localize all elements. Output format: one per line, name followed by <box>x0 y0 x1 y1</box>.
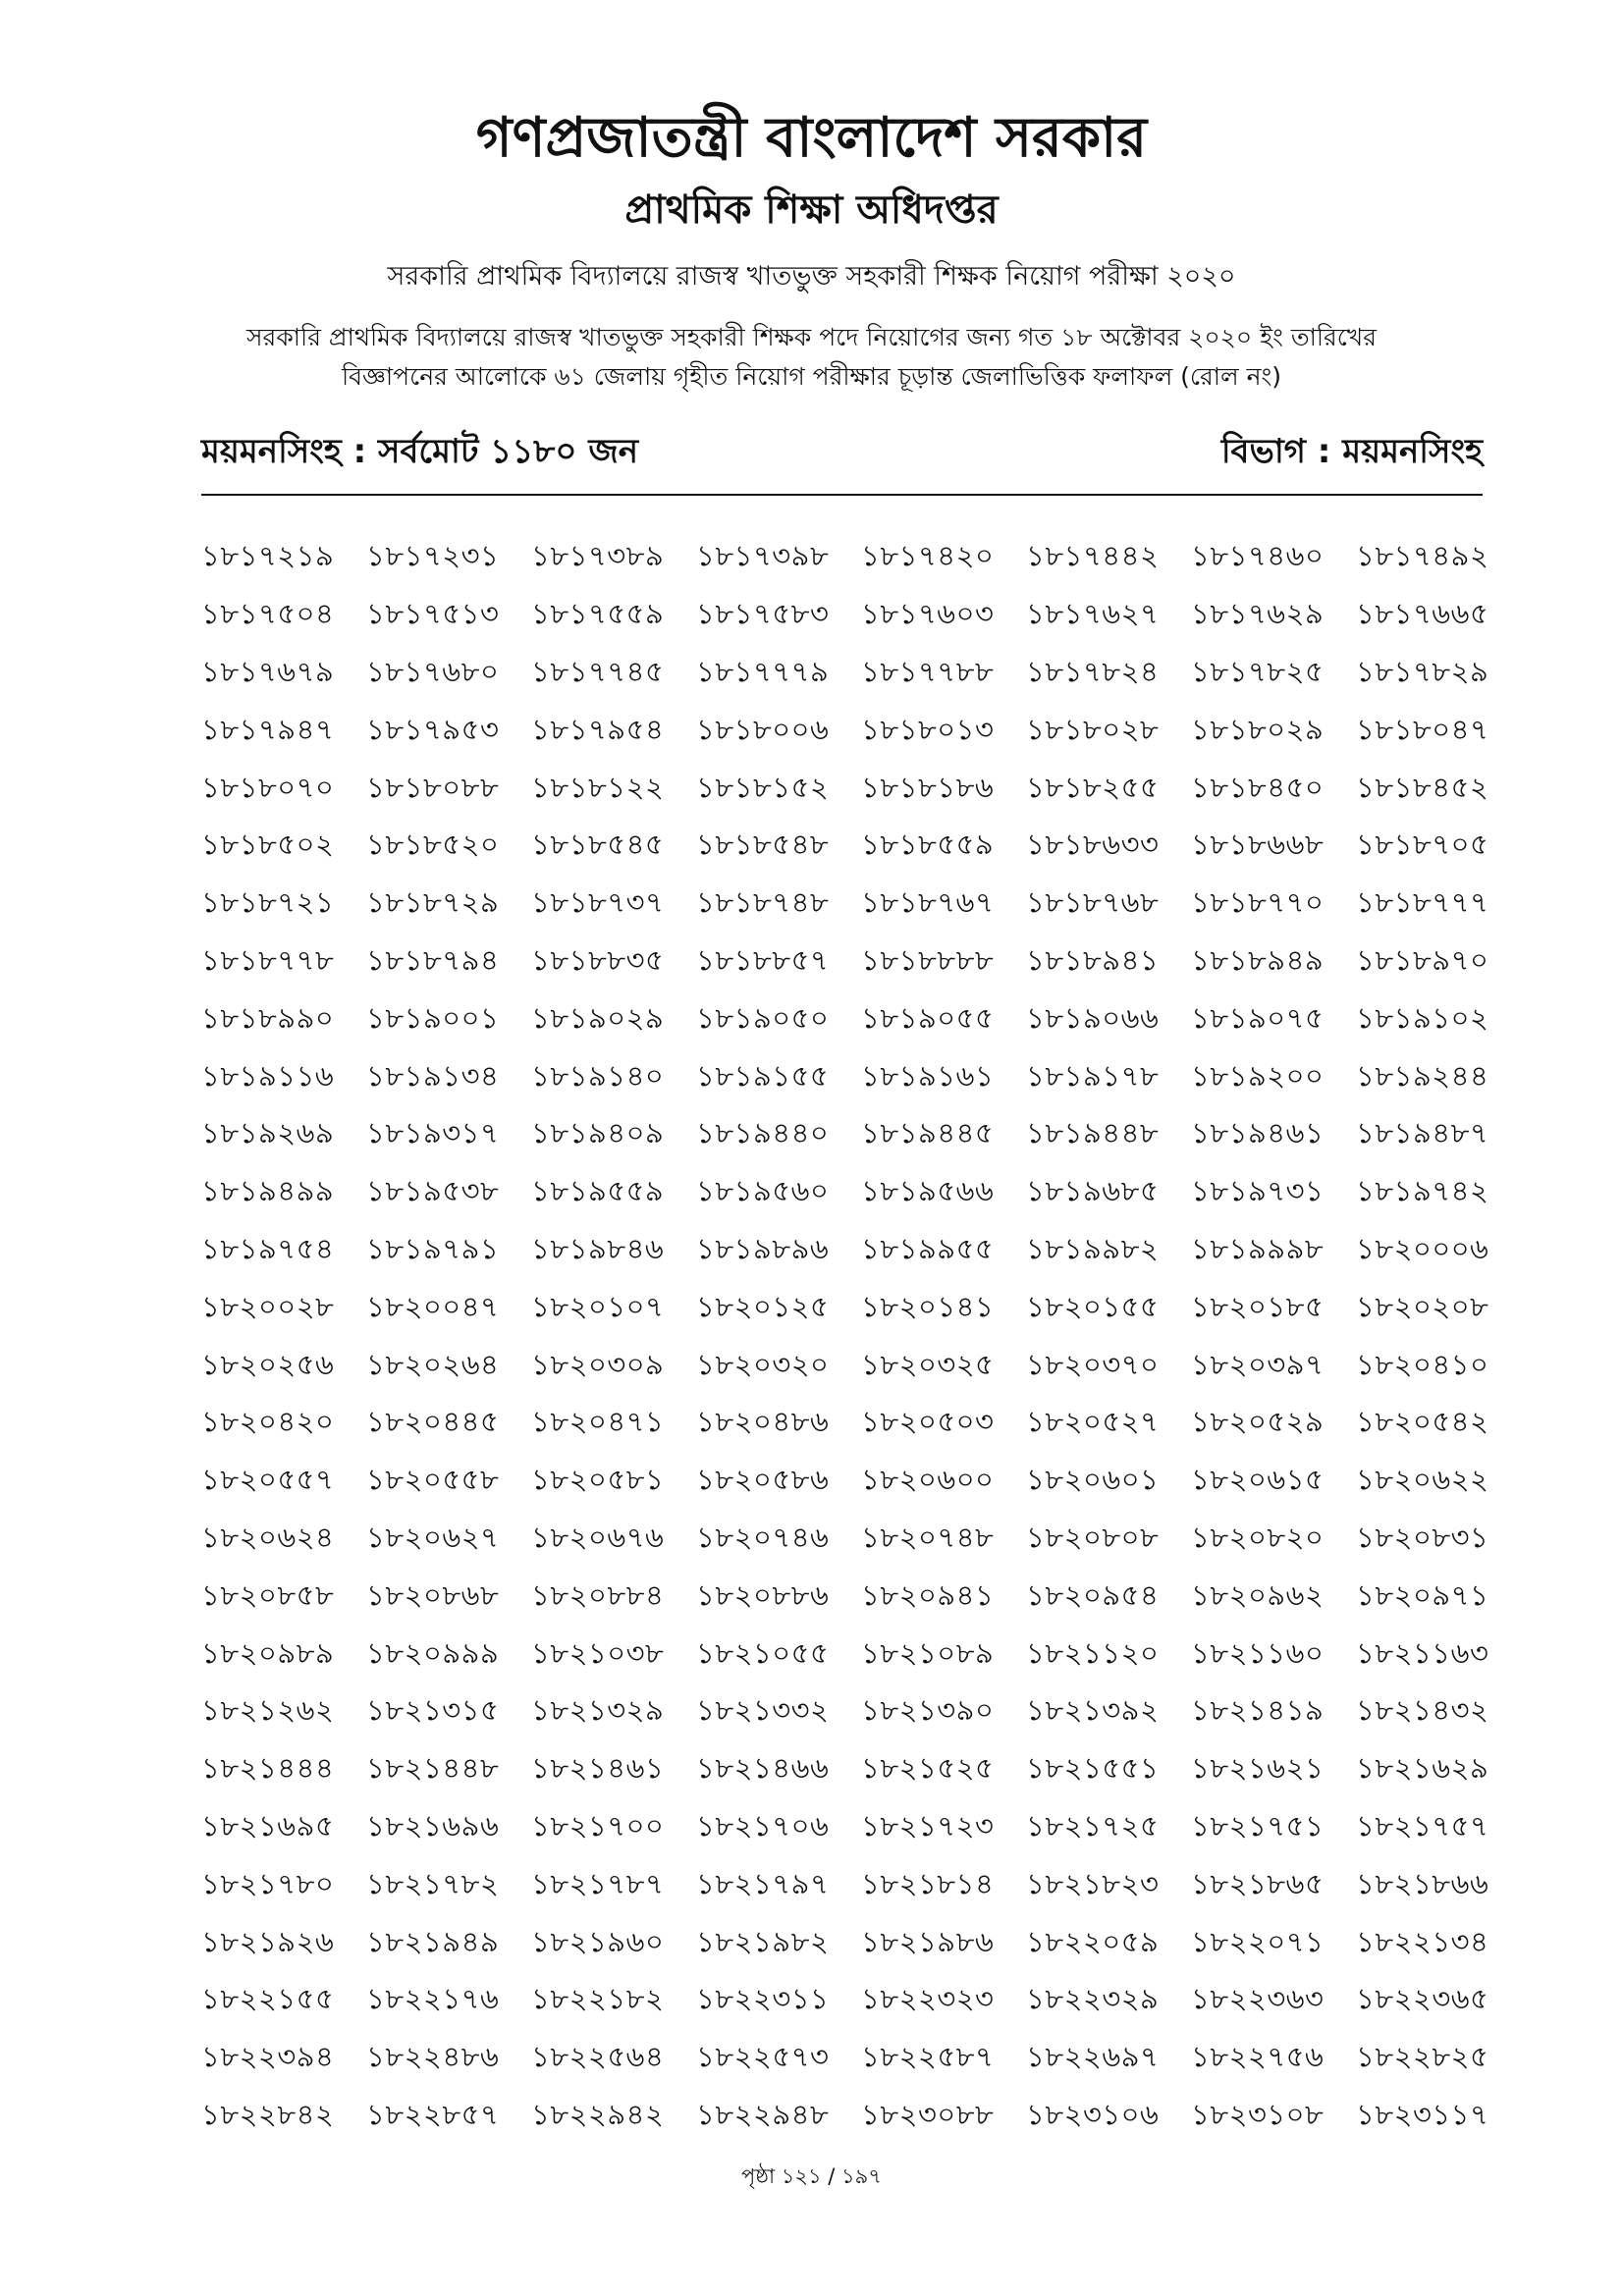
roll-number: ১৮১৯০২৯ <box>531 1000 665 1035</box>
roll-number: ১৮২০৩২০ <box>696 1347 830 1381</box>
roll-number: ১৮১৯৫৬০ <box>696 1174 830 1208</box>
roll-number: ১৮২০১৮৫ <box>1191 1289 1325 1323</box>
roll-number: ১৮২১৩৯২ <box>1026 1693 1160 1728</box>
roll-number: ১৮১৮৮৮৮ <box>861 942 995 977</box>
roll-number: ১৮১৯১৪০ <box>531 1058 665 1093</box>
roll-row <box>201 932 1497 989</box>
roll-number: ১৮২১৭৫১ <box>1191 1808 1325 1842</box>
roll-number: ১৮১৭৬২৭ <box>1026 597 1160 631</box>
roll-number: ১৮১৭৫৫৯ <box>531 597 665 631</box>
roll-number: ১৮২১৭৮০ <box>201 1866 335 1900</box>
section-header <box>201 424 1483 479</box>
roll-number: ১৮২২৭৫৬ <box>1191 2040 1325 2074</box>
roll-number: ১৮১৮৫০২ <box>201 828 335 862</box>
roll-number: ১৮১৯১৫৫ <box>696 1058 830 1093</box>
roll-number: ১৮২০২৫৬ <box>201 1347 335 1381</box>
roll-number: ১৮১৮৭৬৮ <box>1026 885 1160 920</box>
roll-number: ১৮১৮৯৯০ <box>201 1000 335 1035</box>
roll-number: ১৮১৮৫৪৮ <box>696 828 830 862</box>
page-number: পৃষ্ঠা ১২১ / ১৯৭ <box>741 2164 882 2188</box>
roll-number: ১৮১৮৮৫৭ <box>696 942 830 977</box>
roll-number: ১৮২০৪৭১ <box>531 1405 665 1439</box>
roll-number: ১৮২১০৮৯ <box>861 1635 995 1670</box>
roll-number: ১৮২৩০৮৮ <box>861 2097 995 2131</box>
division-label: বিভাগ : ময়মনসিংহ <box>1220 432 1483 471</box>
roll-number: ১৮২০৫২৯ <box>1191 1405 1325 1439</box>
district-total: ময়মনসিংহ : সর্বমোট ১১৮০ জন <box>201 432 639 471</box>
roll-number: ১৮২১৩৩২ <box>696 1693 830 1728</box>
roll-number: ১৮১৮০৭০ <box>201 770 335 804</box>
roll-number: ১৮১৯৪০৯ <box>531 1116 665 1150</box>
roll-number: ১৮১৭৬৬৫ <box>1356 597 1489 631</box>
roll-number: ১৮১৮৭৭৮ <box>201 942 335 977</box>
roll-number: ১৮১৯৭৪২ <box>1356 1174 1489 1208</box>
roll-number: ১৮১৮১২২ <box>531 770 665 804</box>
roll-number: ১৮১৭৫০৪ <box>201 597 335 631</box>
roll-number: ১৮২০৯৪১ <box>861 1577 995 1612</box>
roll-number: ১৮২২৪৮৬ <box>366 2040 500 2074</box>
description-line-1: সরকারি প্রাথমিক বিদ্যালয়ে রাজস্ব খাতভুক্ত সহকারী শিক্ষক পদে নিয়োগের জন্য গত ১৮ অক্টোবর ২০২০ ইং তারিখের <box>246 323 1377 351</box>
roll-number: ১৮২২৩১১ <box>696 1982 830 2016</box>
roll-number: ১৮২০১৪১ <box>861 1289 995 1323</box>
roll-row <box>201 2028 1497 2086</box>
roll-number: ১৮২০০৪৭ <box>366 1289 500 1323</box>
roll-number: ১৮২১৯৮২ <box>696 1924 830 1958</box>
roll-number: ১৮১৭৭৮৮ <box>861 654 995 688</box>
roll-number: ১৮২০৭৪৬ <box>696 1520 830 1554</box>
roll-number: ১৮১৮৭২১ <box>201 885 335 920</box>
roll-number: ১৮২২১৩৪ <box>1356 1924 1489 1958</box>
roll-number: ১৮২০৬৭৬ <box>531 1520 665 1554</box>
roll-number: ১৮২১৭০৬ <box>696 1808 830 1842</box>
roll-number: ১৮২১৬২১ <box>1191 1751 1325 1786</box>
roll-number: ১৮১৭৫১৩ <box>366 597 500 631</box>
roll-number: ১৮২০৯৫৪ <box>1026 1577 1160 1612</box>
roll-number: ১৮২৩১০৬ <box>1026 2097 1160 2131</box>
roll-number: ১৮১৮৭৭০ <box>1191 885 1325 920</box>
roll-number: ১৮২২৮৪২ <box>201 2097 335 2131</box>
roll-row <box>201 1393 1497 1451</box>
roll-number: ১৮২২৯৪২ <box>531 2097 665 2131</box>
roll-row <box>201 1739 1497 1797</box>
roll-number: ১৮১৮৫৪৫ <box>531 828 665 862</box>
roll-number: ১৮১৮৭৩৭ <box>531 885 665 920</box>
roll-number: ১৮১৮০২৯ <box>1191 712 1325 746</box>
roll-row <box>201 1912 1497 1970</box>
roll-number: ১৮১৯৪৮৭ <box>1356 1116 1489 1150</box>
roll-number: ১৮২২৮২৫ <box>1356 2040 1489 2074</box>
roll-row <box>201 1162 1497 1220</box>
roll-number: ১৮১৭৭৪৫ <box>531 654 665 688</box>
roll-number: ১৮২১৩১৫ <box>366 1693 500 1728</box>
roll-number: ১৮২০৫৫৮ <box>366 1463 500 1497</box>
roll-number: ১৮১৮০১৩ <box>861 712 995 746</box>
roll-number: ১৮২১৬৯৫ <box>201 1808 335 1842</box>
roll-number: ১৮১৯৫৩৮ <box>366 1174 500 1208</box>
roll-number: ১৮২১৮২৩ <box>1026 1866 1160 1900</box>
roll-number: ১৮২০২০৮ <box>1356 1289 1489 1323</box>
roll-number: ১৮২০১৫৫ <box>1026 1289 1160 1323</box>
roll-number: ১৮১৯৪৬১ <box>1191 1116 1325 1150</box>
roll-number: ১৮১৮৯৭০ <box>1356 942 1489 977</box>
roll-number: ১৮২১৭২৫ <box>1026 1808 1160 1842</box>
roll-number: ১৮১৭৭৭৯ <box>696 654 830 688</box>
roll-number: ১৮২১৭৮৭ <box>531 1866 665 1900</box>
roll-number: ১৮১৯৪৪০ <box>696 1116 830 1150</box>
roll-row <box>201 1335 1497 1393</box>
roll-number: ১৮১৮০৪৭ <box>1356 712 1489 746</box>
roll-number: ১৮২০৬২২ <box>1356 1463 1489 1497</box>
roll-number: ১৮১৭২১৯ <box>201 539 335 573</box>
roll-number: ১৮১৯৪৯৯ <box>201 1174 335 1208</box>
roll-number: ১৮২২৯৪৮ <box>696 2097 830 2131</box>
roll-number: ১৮২১৪৩২ <box>1356 1693 1489 1728</box>
roll-number: ১৮২১৭০০ <box>531 1808 665 1842</box>
roll-number: ১৮১৭৪৪২ <box>1026 539 1160 573</box>
roll-row <box>201 1277 1497 1335</box>
roll-number: ১৮২২৬৯৭ <box>1026 2040 1160 2074</box>
roll-number: ১৮২১১২০ <box>1026 1635 1160 1670</box>
roll-row <box>201 1220 1497 1278</box>
roll-number: ১৮২১৩২৯ <box>531 1693 665 1728</box>
roll-number-grid <box>201 527 1497 2143</box>
roll-number: ১৮১৯৭৯১ <box>366 1231 500 1265</box>
roll-number: ১৮২১৬২৯ <box>1356 1751 1489 1786</box>
roll-row <box>201 988 1497 1046</box>
roll-number: ১৮১৭২৩১ <box>366 539 500 573</box>
roll-number: ১৮২০৮২০ <box>1191 1520 1325 1554</box>
roll-number: ১৮২০৪২০ <box>201 1405 335 1439</box>
roll-number: ১৮২০৮৫৮ <box>201 1577 335 1612</box>
roll-number: ১৮১৯৫৬৬ <box>861 1174 995 1208</box>
roll-number: ১৮২০৯৭১ <box>1356 1577 1489 1612</box>
roll-number: ১৮১৭৪২০ <box>861 539 995 573</box>
roll-number: ১৮২০৮৬৮ <box>366 1577 500 1612</box>
roll-number: ১৮২০৭৪৮ <box>861 1520 995 1554</box>
roll-number: ১৮২১৪৬৬ <box>696 1751 830 1786</box>
roll-number: ১৮২০৬২৭ <box>366 1520 500 1554</box>
roll-row <box>201 874 1497 932</box>
roll-number: ১৮২০১২৫ <box>696 1289 830 1323</box>
roll-number: ১৮১৯৯৮২ <box>1026 1231 1160 1265</box>
roll-number: ১৮২০৫৮৬ <box>696 1463 830 1497</box>
roll-number: ১৮২০৫৫৭ <box>201 1463 335 1497</box>
roll-number: ১৮২০৫৮১ <box>531 1463 665 1497</box>
roll-row <box>201 643 1497 701</box>
roll-number: ১৮১৯৪৪৫ <box>861 1116 995 1150</box>
roll-number: ১৮১৯৯৯৮ <box>1191 1231 1325 1265</box>
roll-number: ১৮১৮০৮৮ <box>366 770 500 804</box>
roll-number: ১৮১৭৯৫৩ <box>366 712 500 746</box>
roll-number: ১৮২১০৫৫ <box>696 1635 830 1670</box>
roll-number: ১৮১৯০৭৫ <box>1191 1000 1325 1035</box>
roll-row <box>201 1682 1497 1739</box>
roll-number: ১৮১৮২৫৫ <box>1026 770 1160 804</box>
roll-number: ১৮২১০৩৮ <box>531 1635 665 1670</box>
roll-number: ১৮২১২৬২ <box>201 1693 335 1728</box>
roll-number: ১৮১৮৬৬৮ <box>1191 828 1325 862</box>
roll-number: ১৮১৮০২৮ <box>1026 712 1160 746</box>
roll-number: ১৮১৯১৭৮ <box>1026 1058 1160 1093</box>
roll-number: ১৮২০৪৮৬ <box>696 1405 830 1439</box>
department-name: প্রাথমিক শিক্ষা অধিদপ্তর <box>624 187 999 233</box>
roll-number: ১৮২০০০৬ <box>1356 1231 1489 1265</box>
roll-row <box>201 1566 1497 1624</box>
roll-number: ১৮১৮৭৬৭ <box>861 885 995 920</box>
roll-number: ১৮২০৪৪৫ <box>366 1405 500 1439</box>
roll-number: ১৮১৯১৩৪ <box>366 1058 500 1093</box>
roll-number: ১৮২০৩৭০ <box>1026 1347 1160 1381</box>
header-divider <box>201 494 1483 496</box>
roll-number: ১৮১৭৪৬০ <box>1191 539 1325 573</box>
roll-number: ১৮১৭৬২৯ <box>1191 597 1325 631</box>
roll-number: ১৮১৭৫৮৩ <box>696 597 830 631</box>
roll-number: ১৮১৮৮৩৫ <box>531 942 665 977</box>
roll-number: ১৮১৮৭২৯ <box>366 885 500 920</box>
roll-row <box>201 1624 1497 1682</box>
roll-number: ১৮২০৬০১ <box>1026 1463 1160 1497</box>
roll-number: ১৮১৯০০১ <box>366 1000 500 1035</box>
roll-number: ১৮২১৫২৫ <box>861 1751 995 1786</box>
roll-number: ১৮২০৪১০ <box>1356 1347 1489 1381</box>
roll-row <box>201 1509 1497 1567</box>
roll-number: ১৮২২০৭১ <box>1191 1924 1325 1958</box>
roll-number: ১৮১৭৩৯৮ <box>696 539 830 573</box>
roll-number: ১৮১৮৪৫২ <box>1356 770 1489 804</box>
roll-number: ১৮১৯১১৬ <box>201 1058 335 1093</box>
roll-number: ১৮২২৩৬৩ <box>1191 1982 1325 2016</box>
roll-number: ১৮১৮৯৪১ <box>1026 942 1160 977</box>
result-description <box>196 318 1427 397</box>
roll-row <box>201 758 1497 816</box>
exam-name: সরকারি প্রাথমিক বিদ্যালয়ে রাজস্ব খাতভুক্ত সহকারী শিক্ষক নিয়োগ পরীক্ষা ২০২০ <box>387 261 1236 292</box>
roll-number: ১৮২২০৫৯ <box>1026 1924 1160 1958</box>
description-line-2: বিজ্ঞাপনের আলোকে ৬১ জেলায় গৃহীত নিয়োগ পরীক্ষার চূড়ান্ত জেলাভিত্তিক ফলাফল (রোল নং) <box>341 362 1282 391</box>
roll-number: ১৮২০৮৮৪ <box>531 1577 665 1612</box>
roll-number: ১৮২১১৬৩ <box>1356 1635 1489 1670</box>
roll-number: ১৮১৮৪৫০ <box>1191 770 1325 804</box>
roll-number: ১৮২১৪১৯ <box>1191 1693 1325 1728</box>
roll-number: ১৮২২৫৭৩ <box>696 2040 830 2074</box>
roll-row <box>201 1970 1497 2028</box>
roll-number: ১৮১৭৮২৪ <box>1026 654 1160 688</box>
roll-number: ১৮১৯১০২ <box>1356 1000 1489 1035</box>
roll-number: ১৮২০৬২৪ <box>201 1520 335 1554</box>
roll-number: ১৮২০৯৯৯ <box>366 1635 500 1670</box>
roll-number: ১৮২০৫৪২ <box>1356 1405 1489 1439</box>
roll-number: ১৮১৮০০৬ <box>696 712 830 746</box>
roll-row <box>201 1451 1497 1509</box>
roll-number: ১৮২১৭৮২ <box>366 1866 500 1900</box>
roll-number: ১৮১৯৮৯৬ <box>696 1231 830 1265</box>
roll-number: ১৮২০৩২৫ <box>861 1347 995 1381</box>
roll-number: ১৮২১১৬০ <box>1191 1635 1325 1670</box>
roll-number: ১৮২২১৮২ <box>531 1982 665 2016</box>
roll-number: ১৮২১৮৬৫ <box>1191 1866 1325 1900</box>
roll-number: ১৮২১৫৫১ <box>1026 1751 1160 1786</box>
roll-number: ১৮২১৬৯৬ <box>366 1808 500 1842</box>
roll-number: ১৮১৯২০০ <box>1191 1058 1325 1093</box>
roll-number: ১৮১৭৩৮৯ <box>531 539 665 573</box>
roll-row <box>201 700 1497 758</box>
roll-number: ১৮২১৭২৩ <box>861 1808 995 1842</box>
roll-number: ১৮১৯২৪৪ <box>1356 1058 1489 1093</box>
roll-number: ১৮২২৩৯৪ <box>201 2040 335 2074</box>
roll-number: ১৮১৭৬৭৯ <box>201 654 335 688</box>
roll-number: ১৮২২৮৫৭ <box>366 2097 500 2131</box>
roll-number: ১৮১৭৮২৯ <box>1356 654 1489 688</box>
roll-number: ১৮২০৯৬২ <box>1191 1577 1325 1612</box>
roll-number: ১৮২১৭৯৭ <box>696 1866 830 1900</box>
roll-number: ১৮১৭৬৮০ <box>366 654 500 688</box>
roll-row <box>201 585 1497 643</box>
roll-number: ১৮২৩১১৭ <box>1356 2097 1489 2131</box>
roll-number: ১৮১৯৭৩১ <box>1191 1174 1325 1208</box>
roll-number: ১৮২০১০৭ <box>531 1289 665 1323</box>
roll-number: ১৮১৭৯৫৪ <box>531 712 665 746</box>
roll-number: ১৮১৯০৬৬ <box>1026 1000 1160 1035</box>
roll-number: ১৮১৯০৫৫ <box>861 1000 995 1035</box>
roll-row <box>201 2086 1497 2144</box>
document-title: গণপ্রজাতন্ত্রী বাংলাদেশ সরকার <box>475 106 1148 170</box>
roll-number: ১৮২২৫৬৪ <box>531 2040 665 2074</box>
roll-number: ১৮২০৬১৫ <box>1191 1463 1325 1497</box>
roll-number: ১৮১৭৮২৫ <box>1191 654 1325 688</box>
roll-number: ১৮১৮৫৫৯ <box>861 828 995 862</box>
roll-number: ১৮১৭৬০৩ <box>861 597 995 631</box>
roll-number: ১৮২০৬০০ <box>861 1463 995 1497</box>
roll-number: ১৮১৭৯৪৭ <box>201 712 335 746</box>
roll-number: ১৮১৭৪৯২ <box>1356 539 1489 573</box>
roll-number: ১৮২৩১০৮ <box>1191 2097 1325 2131</box>
roll-number: ১৮২২১৫৫ <box>201 1982 335 2016</box>
roll-number: ১৮২০৮০৮ <box>1026 1520 1160 1554</box>
roll-number: ১৮২২৩২৯ <box>1026 1982 1160 2016</box>
roll-number: ১৮২১৪৪৮ <box>366 1751 500 1786</box>
roll-number: ১৮১৮৭৪৮ <box>696 885 830 920</box>
roll-row <box>201 527 1497 585</box>
roll-number: ১৮১৮৫২০ <box>366 828 500 862</box>
roll-number: ১৮১৮১৫২ <box>696 770 830 804</box>
roll-number: ১৮২০৮৩১ <box>1356 1520 1489 1554</box>
roll-number: ১৮২২১৭৬ <box>366 1982 500 2016</box>
roll-row <box>201 1104 1497 1162</box>
roll-row <box>201 816 1497 874</box>
roll-number: ১৮১৯৮৪৬ <box>531 1231 665 1265</box>
roll-number: ১৮২১৭৫৭ <box>1356 1808 1489 1842</box>
roll-number: ১৮২১৩৯০ <box>861 1693 995 1728</box>
roll-number: ১৮২২৩২৩ <box>861 1982 995 2016</box>
roll-number: ১৮২২৫৮৭ <box>861 2040 995 2074</box>
roll-number: ১৮১৯৬৮৫ <box>1026 1174 1160 1208</box>
roll-number: ১৮২১৮৬৬ <box>1356 1866 1489 1900</box>
roll-number: ১৮২১৪৪৪ <box>201 1751 335 1786</box>
roll-number: ১৮২০৩০৯ <box>531 1347 665 1381</box>
roll-number: ১৮১৯৯৫৫ <box>861 1231 995 1265</box>
roll-number: ১৮১৮১৮৬ <box>861 770 995 804</box>
roll-row <box>201 1854 1497 1912</box>
roll-number: ১৮১৯১৬১ <box>861 1058 995 1093</box>
roll-number: ১৮২০২৬৪ <box>366 1347 500 1381</box>
roll-number: ১৮১৯৫৫৯ <box>531 1174 665 1208</box>
roll-number: ১৮২০৫০৩ <box>861 1405 995 1439</box>
roll-number: ১৮১৯২৬৯ <box>201 1116 335 1150</box>
roll-number: ১৮২০৯৮৯ <box>201 1635 335 1670</box>
roll-number: ১৮১৮৭০৫ <box>1356 828 1489 862</box>
roll-number: ১৮১৯৪৪৮ <box>1026 1116 1160 1150</box>
roll-number: ১৮২১৯৮৬ <box>861 1924 995 1958</box>
roll-row <box>201 1046 1497 1104</box>
roll-number: ১৮২১৪৬১ <box>531 1751 665 1786</box>
roll-number: ১৮২১৯২৬ <box>201 1924 335 1958</box>
roll-number: ১৮১৮৯৪৯ <box>1191 942 1325 977</box>
roll-number: ১৮২১৮১৪ <box>861 1866 995 1900</box>
roll-number: ১৮২০৩৯৭ <box>1191 1347 1325 1381</box>
roll-number: ১৮২০৮৮৬ <box>696 1577 830 1612</box>
roll-number: ১৮২১৯৬০ <box>531 1924 665 1958</box>
roll-number: ১৮২০০২৮ <box>201 1289 335 1323</box>
roll-number: ১৮১৮৭৯৪ <box>366 942 500 977</box>
roll-number: ১৮১৮৬৩৩ <box>1026 828 1160 862</box>
roll-row <box>201 1797 1497 1855</box>
roll-number: ১৮১৯৩১৭ <box>366 1116 500 1150</box>
roll-number: ১৮১৯৭৫৪ <box>201 1231 335 1265</box>
roll-number: ১৮২১৯৪৯ <box>366 1924 500 1958</box>
roll-number: ১৮২০৫২৭ <box>1026 1405 1160 1439</box>
roll-number: ১৮২২৩৬৫ <box>1356 1982 1489 2016</box>
roll-number: ১৮১৯০৫০ <box>696 1000 830 1035</box>
roll-number: ১৮১৮৭৭৭ <box>1356 885 1489 920</box>
